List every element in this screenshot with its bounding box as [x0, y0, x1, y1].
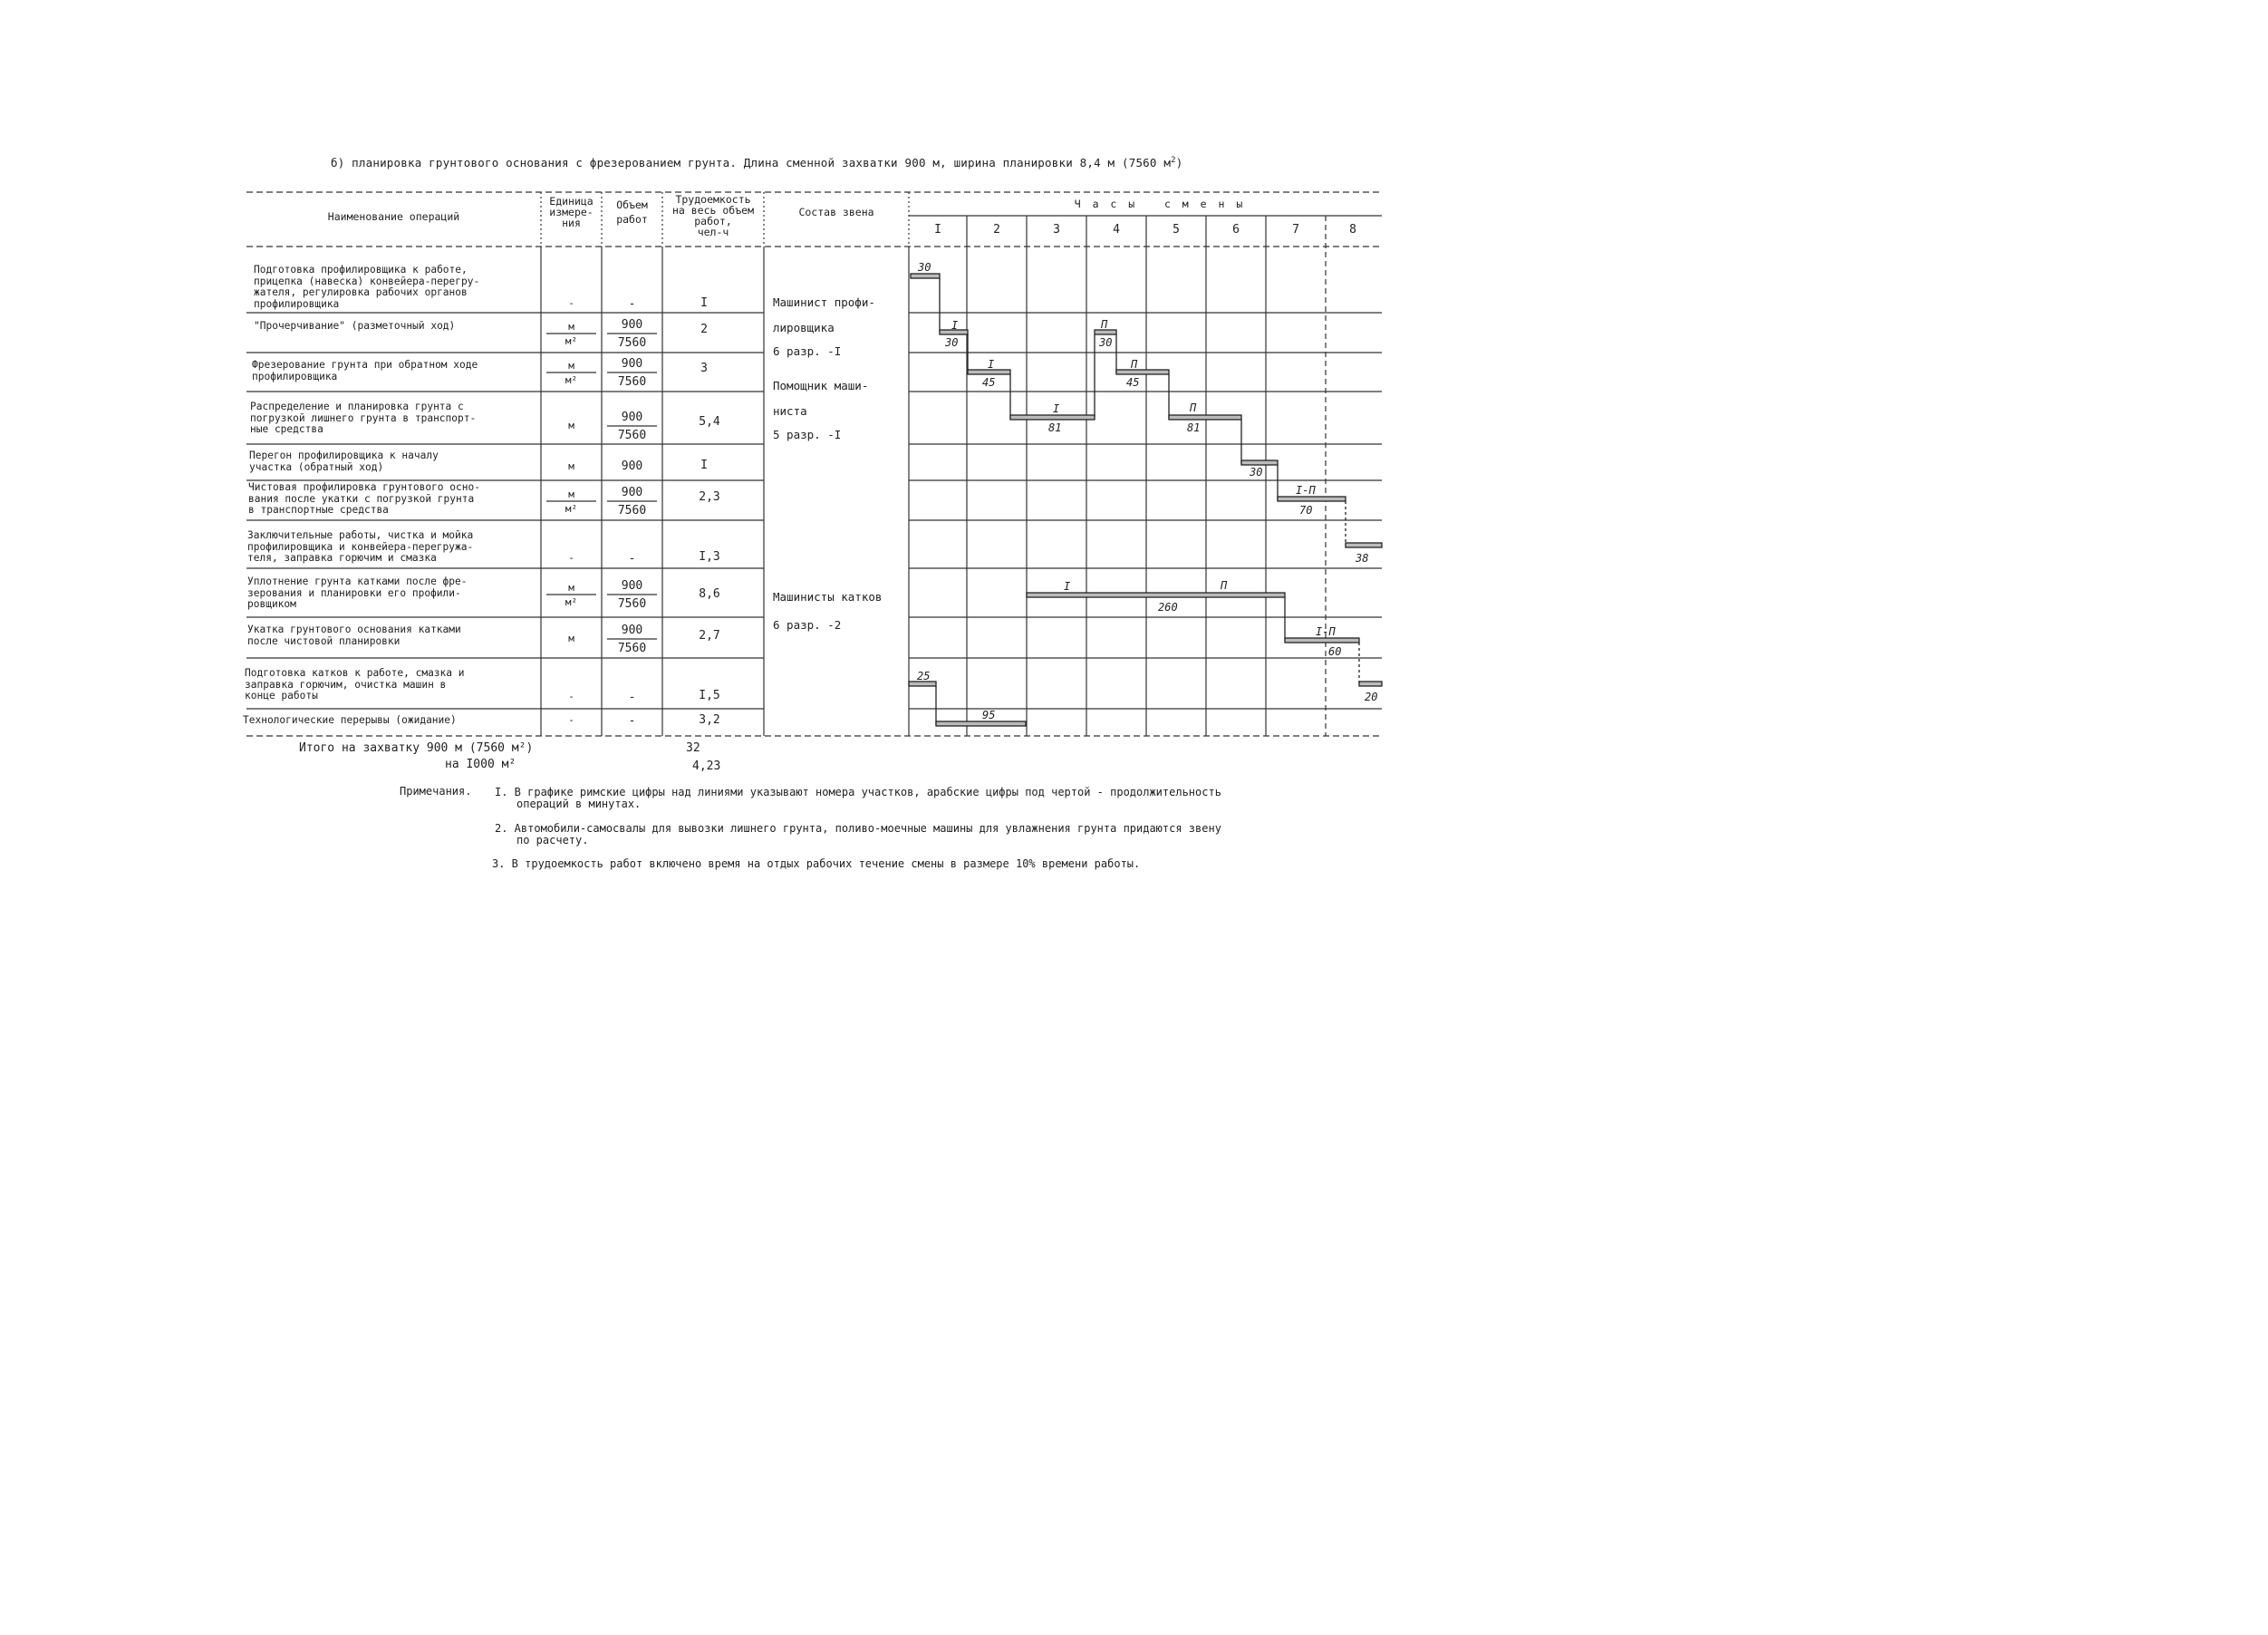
gantt-section-label: П — [1221, 579, 1228, 592]
gantt-duration-label: 45 — [982, 376, 996, 389]
note-3: 3. В трудоемкость работ включено время на отдых рабочих течение смены в размере 10% времени работы. — [492, 857, 1141, 870]
total-value: 32 — [686, 741, 700, 755]
gantt-duration-label: 25 — [917, 670, 931, 682]
operation-name: Чистовая профилировка грунтового осно- вания после укатки с погрузкой грунта в транспортные средства — [248, 481, 480, 516]
operation-name: Технологические перерывы (ожидание) — [243, 714, 457, 726]
volume-value: 900 — [621, 460, 643, 473]
volume-value: 900 — [621, 624, 643, 637]
operation-name: Распределение и планировка грунта с погрузкой лишнего грунта в транспорт- ные средства — [250, 401, 477, 435]
volume-value: - — [628, 297, 636, 311]
header-labor-line: работ, — [694, 215, 732, 227]
unit-value: м — [568, 420, 574, 431]
unit-value: м — [568, 582, 574, 594]
header-unit-line: измере- — [549, 206, 594, 218]
header-hours-title: Ч а с ы с м е н ы — [1074, 198, 1246, 210]
gantt-duration-label: 30 — [945, 336, 959, 349]
volume-value: 7560 — [617, 429, 647, 442]
gantt-duration-label: 81 — [1048, 421, 1062, 434]
crew-line: 6 разр. -I — [773, 344, 842, 358]
gantt-duration-label: 38 — [1356, 552, 1369, 565]
operation-name: Уплотнение грунта катками после фре- зерования и планировки его профили- ровщиком — [247, 576, 468, 610]
hour-label: 7 — [1292, 223, 1299, 237]
header-crew: Состав звена — [798, 206, 874, 218]
gantt-duration-label: 81 — [1187, 421, 1201, 434]
operation-name: "Прочерчивание" (разметочный ход) — [254, 320, 456, 332]
header-labor-line: чел-ч — [697, 226, 729, 238]
labor-value: I — [700, 459, 708, 472]
volume-value: 7560 — [617, 375, 647, 389]
operation-name: Перегон профилировщика к началу участка (обратный ход) — [249, 450, 439, 473]
gantt-section-label: I — [1064, 580, 1071, 593]
gantt-section-label: I-П — [1296, 484, 1316, 497]
unit-value: м — [568, 633, 574, 644]
unit-value: м — [568, 321, 574, 333]
operation-name: Подготовка катков к работе, смазка и заправка горючим, очистка машин в конце работы — [245, 667, 465, 701]
note-2-continuation: по расчету. — [516, 834, 589, 847]
document-page — [0, 0, 1414, 1020]
header-volume-line: Объем — [616, 198, 648, 211]
hour-label: I — [934, 223, 941, 237]
hour-label: 2 — [993, 223, 1000, 237]
labor-value: I — [700, 296, 708, 310]
gantt-duration-label: 45 — [1126, 376, 1140, 389]
volume-value: 900 — [621, 318, 643, 332]
gantt-section-label: I — [988, 358, 995, 371]
volume-value: 7560 — [617, 642, 647, 655]
hour-label: 8 — [1349, 223, 1356, 237]
unit-value: - — [568, 714, 574, 726]
unit-value: м² — [565, 335, 578, 347]
volume-value: 900 — [621, 579, 643, 593]
note-2: 2. Автомобили-самосвалы для вывозки лишнего грунта, поливо-моечные машины для увлажнения грунта придаются звену — [495, 822, 1221, 835]
unit-value: м² — [565, 596, 578, 608]
unit-value: м — [568, 460, 574, 472]
unit-value: - — [568, 552, 574, 564]
crew-line: 5 разр. -I — [773, 428, 842, 441]
volume-value: - — [628, 552, 636, 566]
notes-heading: Примечания. — [400, 785, 472, 798]
note-1: I. В графике римские цифры над линиями указывают номера участков, арабские цифры под чертой - продолжительность — [495, 786, 1221, 798]
labor-value: 2 — [700, 323, 708, 336]
hour-label: 4 — [1113, 223, 1120, 237]
gantt-duration-label: 30 — [918, 261, 931, 274]
labor-value: 2,7 — [699, 629, 720, 643]
crew-line: Помощник маши- — [773, 379, 869, 392]
labor-value: 2,3 — [699, 490, 720, 504]
gantt-duration-label: 70 — [1299, 504, 1313, 517]
gantt-duration-label: 30 — [1099, 336, 1113, 349]
gantt-section-label: П — [1131, 358, 1138, 371]
gantt-duration-label: 20 — [1365, 691, 1378, 703]
gantt-section-label: П — [1190, 401, 1197, 414]
unit-value: - — [568, 691, 574, 702]
labor-value: 5,4 — [699, 415, 720, 429]
hour-label: 6 — [1232, 223, 1240, 237]
volume-value: 7560 — [617, 597, 647, 611]
gantt-section-label: I-П — [1316, 625, 1336, 638]
operation-name: Заключительные работы, чистка и мойка профилировщика и конвейера-перегружа- теля, заправка горючим и смазка — [247, 529, 474, 564]
volume-value: 900 — [621, 357, 643, 371]
operation-name: Фрезерование грунта при обратном ходе профилировщика — [252, 359, 478, 382]
total-label: Итого на захватку 900 м (7560 м²) — [299, 741, 534, 755]
hour-label: 3 — [1053, 223, 1060, 237]
volume-value: 900 — [621, 486, 643, 499]
header-operation-name: Наименование операций — [327, 210, 460, 223]
note-1-continuation: операций в минутах. — [516, 798, 642, 810]
volume-value: - — [628, 714, 636, 728]
document-title: б) планировка грунтового основания с фрезерованием грунта. Длина сменной захватки 900 м, ширина планировки 8,4 м (7560 $м^2$) — [331, 156, 1183, 170]
header-labor-line: на весь объем — [671, 204, 754, 217]
header-volume — [602, 198, 662, 227]
gantt-section-label: П — [1101, 318, 1108, 331]
header-volume-line: работ — [616, 213, 648, 226]
gantt-section-label: I — [951, 319, 959, 332]
header-labor — [662, 194, 764, 237]
unit-value: м — [568, 489, 574, 500]
volume-value: 900 — [621, 411, 643, 424]
volume-value: 7560 — [617, 336, 647, 350]
unit-value: м — [568, 360, 574, 372]
crew-line: ниста — [773, 404, 807, 418]
crew-line: Машинист профи- — [773, 295, 875, 309]
operation-name: Подготовка профилировщика к работе, прицепка (навеска) конвейера-перегру- жателя, регулировка рабочих органов профилировщика — [254, 264, 480, 310]
operation-name: Укатка грунтового основания катками после чистовой планировки — [247, 624, 461, 647]
gantt-duration-label: 95 — [982, 709, 996, 721]
labor-value: 3,2 — [699, 713, 720, 727]
hour-label: 5 — [1173, 223, 1180, 237]
crew-line: лировщика — [773, 321, 835, 334]
crew-line: 6 разр. -2 — [773, 618, 842, 632]
header-labor-line: Трудоемкость — [675, 193, 751, 206]
crew-line: Машинисты катков — [773, 590, 883, 604]
header-unit-line: Единица — [549, 195, 594, 208]
labor-value: I,3 — [699, 550, 720, 564]
volume-value: - — [628, 691, 636, 704]
header-unit-line: ния — [562, 217, 581, 229]
header-unit — [541, 196, 602, 228]
labor-value: 3 — [700, 362, 708, 375]
unit-value: - — [568, 297, 574, 309]
volume-value: 7560 — [617, 504, 647, 518]
labor-value: I,5 — [699, 689, 720, 702]
total-per-1000-value: 4,23 — [692, 759, 721, 773]
labor-value: 8,6 — [699, 587, 720, 601]
gantt-duration-label: 60 — [1328, 645, 1342, 658]
total-per-1000-label: на I000 м² — [445, 758, 516, 771]
gantt-section-label: I — [1053, 402, 1060, 415]
unit-value: м² — [565, 503, 578, 515]
gantt-duration-label: 260 — [1158, 601, 1178, 614]
unit-value: м² — [565, 374, 578, 386]
gantt-duration-label: 30 — [1250, 466, 1263, 479]
